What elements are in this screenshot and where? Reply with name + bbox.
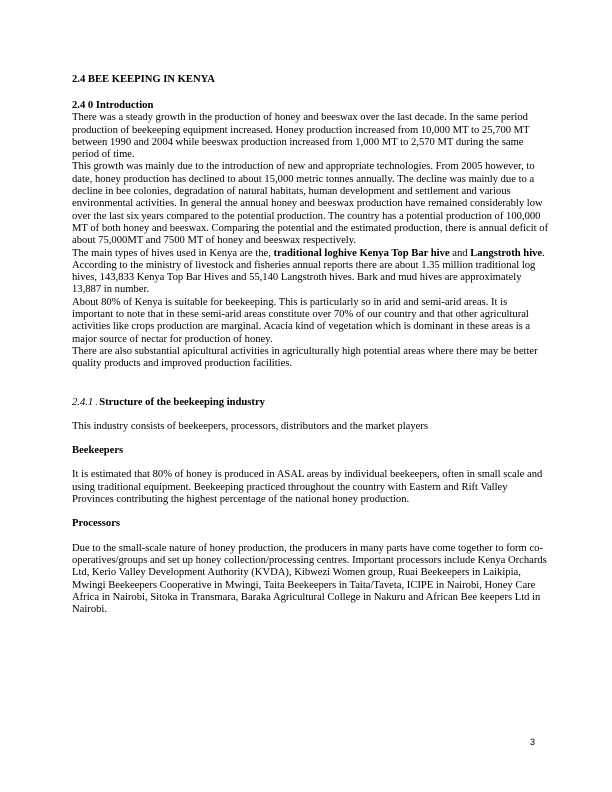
intro-heading: 2.4 0 Introduction xyxy=(72,100,154,111)
intro-p3-bold-langstroth: Langstroth hive xyxy=(470,247,543,259)
page-number: 3 xyxy=(530,737,536,747)
beekeepers-heading: Beekeepers xyxy=(72,445,124,457)
intro-paragraph-3 xyxy=(72,248,550,297)
intro-paragraph-5: There are also substantial apicultural activities in agriculturally high potential areas where there may be better quality products and improved production facilities. xyxy=(72,345,538,370)
intro-p3-text-a: The main types of hives used in Kenya are the, xyxy=(72,247,274,259)
intro-paragraph-2: This growth was mainly due to the introduction of new and appropriate technologies. From 2005 however, to date, honey production has declined to about 15,000 metric tonnes annually. The decline was mainly due to a decline in bee colonies, degradation of natural habitats, human development and settlement and various environmental activities. In general the annual honey and beeswax production have remained considerably low over the last six years compared to the potential production. The country has a potential production of 100,000 MT of both honey and beeswax. Comparing the potential and the estimated production, there is annual deficit of about 75,000MT and 7500 MT of honey and beeswax respectively. xyxy=(72,161,549,247)
structure-title: Structure of the beekeeping industry xyxy=(99,396,265,408)
spacer xyxy=(72,371,550,397)
intro-p3-bold-hive-types: traditional loghive Kenya Top Bar hive xyxy=(273,247,450,259)
processors-paragraph: Due to the small-scale nature of honey production, the producers in many parts have come together to form co-operatives/groups and set up honey collection/processing centres. Important processors include Kenya Orchards Ltd, Kerio Valley Development Authority (KVDA), Kibwezi Women group, Ruai Beekeepers in Laikipia, Mwingi Beekeepers Cooperative in Mwingi, Taita Beekeepers in Taita/Taveta, ICIPE in Nairobi, Honey Care Africa in Nairobi, Sitoka in Transmara, Baraka Agricultural College in Nakuru and African Bee keepers Ltd in Nairobi. xyxy=(72,542,547,616)
intro-p3-text-c: and xyxy=(449,247,471,259)
section-title: 2.4 BEE KEEPING IN KENYA xyxy=(72,74,215,85)
structure-separator: . xyxy=(93,397,100,407)
structure-paragraph: This industry consists of beekeepers, processors, distributors and the market players xyxy=(72,420,428,432)
spacer xyxy=(72,409,550,421)
spacer xyxy=(72,457,550,469)
intro-paragraph-4: About 80% of Kenya is suitable for beekeeping. This is particularly so in arid and semi-arid areas. It is important to note that in these semi-arid areas constitute over 70% of our country and that other agricultural activities like crops production are marginal. Acacia kind of vegetation which is dominant in these areas is a major source of nectar for production of honey. xyxy=(72,296,531,345)
structure-heading xyxy=(72,397,550,409)
page-content xyxy=(72,74,550,616)
structure-number: 2.4.1 xyxy=(72,396,94,408)
intro-p3-text-d: . According to the ministry of livestock and fisheries annual reports there are about 1.35 million traditional log hives, 143,833 Kenya Top Bar Hives and 55,140 Langstroth hives. Bark and mud hives are approximately 13,887 in number. xyxy=(72,247,545,296)
spacer xyxy=(72,433,550,445)
spacer xyxy=(72,531,550,543)
processors-heading: Processors xyxy=(72,518,121,530)
spacer xyxy=(72,506,550,518)
beekeepers-paragraph: It is estimated that 80% of honey is produced in ASAL areas by individual beekeepers, often in small scale and using traditional equipment. Beekeeping practiced throughout the country with Eastern and Rift Valley Provinces contributing the highest percentage of the national honey production. xyxy=(72,469,543,506)
intro-paragraph-1: There was a steady growth in the production of honey and beeswax over the last decade. In the same period production of beekeeping equipment increased. Honey production increased from 10,000 MT to 25,700 MT between 1990 and 2004 while beeswax production increased from 1,000 MT to 2,570 MT during the same period of time. xyxy=(72,112,530,161)
